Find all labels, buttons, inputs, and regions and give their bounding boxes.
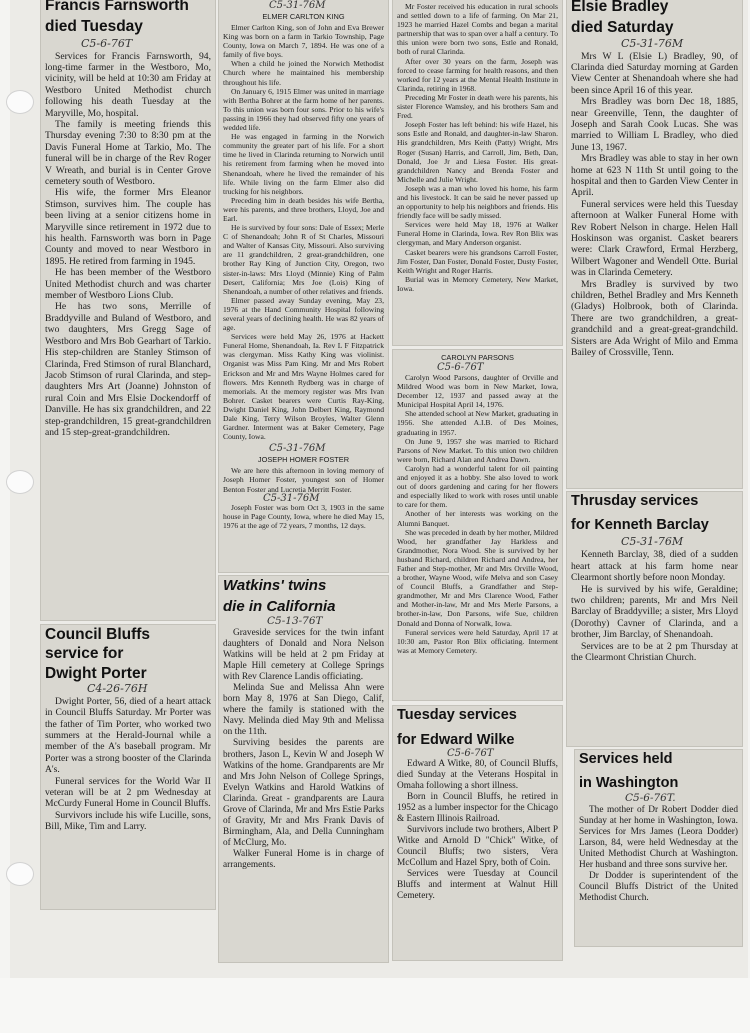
paragraph: Elmer passed away Sunday evening, May 23, 1976 at the Hand Community Hospital following several years of declining health. He was 82 years of age.	[223, 295, 384, 333]
paragraph: Services were held May 26, 1976 at Hackett Funeral Home, Shenandoah, Ia. Rev L F Fitzpatrick was clergyman. Miss Kathy King was violinist. Organist was Miss Pam King. Mr and Mrs Robert Erickson and Mr and Mrs Wayne Holmes cared for flowers. Mrs Kenneth Rydberg was in charge of memorials. At the memory register was Mrs Ivan Bohrer. Casket bearers were Curtis Ray-King, Dwight Daniel King, John Delbert King, Raymond Dale King, Terry Wilson Broyles, Walter Glenn Gardner. Interment was at Baker Cemetery, Page County, Iowa.	[223, 332, 384, 442]
article-body	[45, 51, 211, 439]
date-annotation: C5-6-76T	[81, 36, 133, 50]
paragraph: Funeral services were held Saturday, April 17 at 10:30 am, Pastor Ron Blix officiating. Interment was at Memory Cemetery.	[397, 627, 558, 655]
paragraph: Graveside services for the twin infant daughters of Donald and Nora Nelson Watkins will be held at 2 pm Friday at Maple Hill cemetery at College Springs with Rev Clarence Landis officiating.	[223, 627, 384, 682]
paragraph: She attended school at New Market, graduating in 1956. She attended A.I.B. of Des Moines, graduating in 1957.	[397, 409, 558, 437]
date-annotation: C5-13-76T	[267, 614, 323, 627]
paragraph: Services for Francis Farnsworth, 94, long-time farmer in the Westboro, Mo, vicinity, will be held at 10:30 am Friday at Westboro United Methodist church following his death Tuesday at the Maryville, Mo, hospital.	[45, 50, 211, 119]
clipping-barclay	[567, 492, 742, 746]
article-body	[397, 2, 558, 293]
date-annotation: C4-26-76H	[87, 681, 148, 695]
paragraph: Walker Funeral Home is in charge of arrangements.	[223, 849, 384, 871]
obituary-title: JOSEPH HOMER FOSTER	[257, 455, 350, 465]
article-body	[579, 805, 738, 904]
headline-line: Council Bluffs	[45, 626, 151, 643]
headline-line: died Saturday	[571, 19, 674, 37]
article-body	[223, 23, 384, 441]
article-body	[397, 373, 558, 655]
paragraph: Mrs Bradley was able to stay in her own home at 623 N 11th St until going to the hospital and then to Garden View Center in April.	[571, 153, 738, 199]
clipping-watkins	[219, 576, 388, 962]
article-body	[45, 696, 211, 833]
paragraph: Joseph was a man who loved his home, his farm and his livestock. It can be said he never passed up an opportunity to help his neighbors and friends. His friendly face will be sadly missed.	[397, 183, 558, 221]
paragraph: Another of her interests was working on the Alumni Banquet.	[397, 509, 558, 528]
clipping-porter	[41, 625, 215, 909]
clipping-farnsworth	[41, 0, 215, 620]
date-annotation: C5-31-76M	[621, 535, 684, 549]
paragraph: Funeral services were held this Tuesday afternoon at Walker Funeral Home with Rev Robert Nelson in charge. Helen Hall Hoskinson was organist. Casket bearers were: Clark Crawford, Ermal Herzberg, Wilbert Wagoner and Wendell Otte. Burial was in Clarinda Cemetery.	[571, 198, 738, 279]
paragraph: Survivors include his wife Lucille, sons, Bill, Mike, Tim and Larry.	[45, 809, 211, 833]
paragraph: Mrs Bradley is survived by two children, Bethel Bradley and Mrs Kenneth (Gladys) Holbrook, both of Clarinda. There are two grandchildren, a great-grandchild and a great-great-grandchild. Sisters are Ada Wright of Milo and Emma Bailey of Crossville, Tenn.	[571, 278, 738, 359]
paragraph: Elmer Carlton King, son of John and Eva Brewer King was born on a farm in Tarkio Township, Page County, Iowa on March 7, 1894. He was one of a family of five boys.	[223, 23, 384, 60]
paragraph: Services were Tuesday at Council Bluffs and interment at Walnut Hill Cemetery.	[397, 869, 558, 902]
clipping-parsons	[393, 350, 562, 700]
paragraph: He has two sons, Merrille of Braddyville and Buland of Westboro, and two daughters, Mrs Gregg Sage of Westboro and Mrs Bob Gearhart of Tarkio. His step-children are Stanley Stimson of Clarinda, Fred Stimson of rural Blanchard, Jacob Stimson of rural Clarinda, and step-daughters Mrs Art (Joanne) Johnston of rural Coin and Mrs Elsie Dockendorff of Danville. He has six grandchildren, and 22 step-grandchildren, 15 great-grandchildren and 15 step-great-grandchildren.	[45, 301, 211, 438]
paragraph: Casket bearers were his grandsons Carroll Foster, Jim Foster, Dan Foster, Donald Foster, Dusty Foster, Keith Wright and Roger Harris.	[397, 247, 558, 275]
headline-line: Services held	[579, 751, 673, 767]
paragraph: The family is meeting friends this Thursday evening 7:30 to 8:30 pm at the Davis Funeral Home at Tarkio, Mo. The funeral will be in charge of the Rev Roger V Wreath, and burial is in Center Grove cemetery south of Westboro.	[45, 118, 211, 187]
headline-line: Francis Farnsworth	[45, 0, 189, 14]
paragraph: After over 30 years on the farm, Joseph was forced to cease farming for health reasons, and then worked for 12 years at the Mental Health Institute in Clarinda, retiring in 1968.	[397, 56, 558, 93]
headline-line: for Kenneth Barclay	[571, 517, 709, 534]
paragraph: When a child he joined the Norwich Methodist Church where he maintained his membership throughout his life.	[223, 59, 384, 87]
paragraph: Dr Dodder is superintendent of the Council Bluffs District of the United Methodist Church.	[579, 871, 738, 904]
paragraph: Preceding Mr Foster in death were his parents, his sister Florence Wamsley, and his brothers Sam and Fred.	[397, 92, 558, 121]
paragraph: We are here this afternoon in loving memory of Joseph Homer Foster, youngest son of Homer Benton Foster and Lucretia Merritt Foster.	[223, 466, 384, 494]
paragraph: Services were held May 18, 1976 at Walker Funeral Home in Clarinda, Iowa. Rev Ron Blix was clergyman, and Mary Anderson organist.	[397, 220, 558, 248]
paragraph: His wife, the former Mrs Eleanor Stimson, survives him. The couple has been living at a senior citizens home in Maryville since retirement in 1972 due to his health. Farnsworth was born in Page County and moved to near Westboro in 1895. He retired from farming in 1945.	[45, 187, 211, 267]
clipping-foster-continued	[393, 0, 562, 345]
date-annotation: C5-31-76M	[263, 492, 320, 504]
article-body	[223, 466, 384, 530]
binder-hole	[6, 470, 34, 494]
headline-line: Dwight Porter	[45, 664, 147, 682]
date-annotation: C5-31-76M	[269, 443, 326, 455]
paragraph: He has been member of the Westboro United Methodist church and was charter member of Westboro Lions Club.	[45, 267, 211, 302]
paragraph: Surviving besides the parents are brothers, Jason L, Kevin W and Joseph W Watkins of the home. Grandparents are Mr and Mrs John Nelson of College Springs, Evelyn Watkins and Harold Watkins of Clarinda. Great - grandparents are Laura Grove of Clarinda, Mr and Mrs Estie Parks of Gravity, Mr and Mrs Frank Davis of Birmingham, Ala, and Della Cunningham of McClurg, Mo.	[223, 738, 384, 849]
paragraph: Joseph Foster has left behind: his wife Hazel, his sons Estle and Ronald, and daughter-in-law Sharon. His grandchildren, Mrs Keith (Patty) Wright, Mrs Roger (Susan) Harris, and Carroll, Jim, Beth, Dan, Donald, Joe Jr and Liesa Foster. His great-grandchildren Nancy and Brenda Foster and Michelle and Julie Wright.	[397, 120, 558, 184]
binder-hole	[6, 90, 34, 114]
paragraph: She was preceded in death by her mother, Mildred Wood, her grandfather Jay Harkless and Grandmother, Nora Wood. She is survived by her husband Richard, children Richard and Andrea, her Father and Step-mother, Mr and Mrs Orville Wood, a brother, Wayne Wood, wife Melva and son Casey of Council Bluffs, a Grandfather and Step-grandmother, Mr and Mrs Clarence Wood, Father and Mother-in-law, Mr and Mrs Merle Parsons, a brother-in-law, Don Parsons, wife Sue, children Donald and Donna of Norwalk, Iowa.	[397, 527, 558, 628]
headline-line: Elsie Bradley	[571, 0, 669, 15]
paragraph: Mrs W L (Elsie L) Bradley, 90, of Clarinda died Saturday morning at Garden View Center at Shenandoah where she had been since April 16 of this year.	[571, 50, 738, 96]
headline-line: died Tuesday	[45, 18, 143, 36]
paragraph: Carolyn had a wonderful talent for oil painting and enjoyed it as a hobby. She also loved to work out of doors gardening and caring for her flowers and especially liked to work with roses until unable to care for them.	[397, 463, 558, 510]
paragraph: Services are to be at 2 pm Thursday at the Clearmont Christian Church.	[571, 640, 738, 664]
paragraph: Mr Foster received his education in rural schools and settled down to a life of farming. On Mar 21, 1923 he married Hazel Combs and began a marital partnership that was to span over a half a century. To this union were born two sons, Estle and Ronald, both of rural Clarinda.	[397, 2, 558, 57]
date-annotation: C5-31-76M	[621, 36, 684, 50]
paragraph: Melinda Sue and Melissa Ahn were born May 8, 1976 at San Diego, Calif, where the family is stationed with the Navy. Melinda died May 9th and Melissa on the 11th.	[223, 682, 384, 738]
paragraph: Preceding him in death besides his wife Bertha, were his parents, and three brothers, Lloyd, Joe and Earl.	[223, 195, 384, 223]
article-body	[571, 51, 738, 359]
clipping-dodder	[575, 750, 742, 946]
paragraph: Carolyn Wood Parsons, daughter of Orville and Mildred Wood was born in New Market, Iowa, December 12, 1937 and passed away at the Municipal Hospital April 14, 1976.	[397, 373, 558, 410]
headline-line: Tuesday services	[397, 707, 517, 723]
obituary-title: ELMER CARLTON KING	[262, 12, 345, 21]
paragraph: Dwight Porter, 56, died of a heart attack in Council Bluffs Saturday. Mr Porter was the father of Tim Porter, who worked two summers at the Herald-Journal while a member of the A's baseball program. Mr Porter was a strong booster of the Clarinda A's.	[45, 695, 211, 776]
paragraph: On June 9, 1957 she was married to Richard Parsons of New Market. To this union two children were born, Richard Alan and Andrea Dawn.	[397, 436, 558, 464]
paragraph: He was engaged in farming in the Norwich community the greater part of his life. For a short time he lived in Clarinda returning to Norwich until his retirement from farming when he moved into Shenandoah, where he lived the remainder of his life. While living on the farm Elmer also did trucking for his neighbors.	[223, 132, 384, 196]
blank-margin	[0, 978, 750, 1033]
paragraph: Mrs Bradley was born Dec 18, 1885, near Greenville, Tenn, the daughter of Joseph and Sarah Cook Lucas. She was married to William L Bradley, who died June 13, 1967.	[571, 96, 738, 153]
headline-line: for Edward Wilke	[397, 732, 515, 749]
article-body	[223, 628, 384, 872]
date-annotation: C5-31-76M	[269, 0, 326, 11]
paragraph: Kenneth Barclay, 38, died of a sudden heart attack at his farm home near Clearmont shortly before noon Monday.	[571, 549, 738, 584]
clipping-king	[219, 0, 388, 572]
paragraph: The mother of Dr Robert Dodder died Sunday at her home in Washington, Iowa. Services for Mrs James (Leora Dodder) Larson, 84, were held Wednesday at the United Methodist Church at Washington. Her husband and three sons survive her.	[579, 805, 738, 871]
clipping-wilke	[393, 706, 562, 960]
headline-line: die in California	[223, 597, 336, 615]
clipping-bradley	[567, 0, 742, 488]
paragraph: Joseph Foster was born Oct 3, 1903 in the same house in Page County, Iowa, where he died May 15, 1976 at the age of 72 years, 7 months, 12 days.	[223, 502, 384, 530]
paragraph: He is survived by four sons: Dale of Essex; Merle C of Shenandoah; John R of St Charles, Missouri and Walter of Kansas City, Missouri. Also surviving are 11 grandchildren, 2 great-grandchildren, one brother Ray King of Junction City, Oregon, two sister-in-laws: Mrs Lloyd (Minnie) King of Palm Desert, California; Mrs Joe (Lois) King of Shenandoah, a number of other relatives and friends.	[223, 223, 384, 296]
headline-line: in Washington	[579, 775, 679, 792]
paragraph: On January 6, 1915 Elmer was united in marriage with Bertha Bohrer at the farm home of her parents. To this union was born four sons. Prior to his wife's passing in 1966 they had observed fifty one years of wedded life.	[223, 86, 384, 133]
obituary-title: CAROLYN PARSONS	[441, 353, 514, 362]
paragraph: Funeral services for the World War II veteran will be at 2 pm Wednesday at McCurdy Funeral Home in Council Bluffs.	[45, 775, 211, 810]
paragraph: Burial was in Memory Cemetery, New Market, Iowa.	[397, 274, 558, 293]
article-body	[571, 549, 738, 663]
paragraph: Born in Council Bluffs, he retired in 1952 as a lumber inspector for the Chicago & Eastern Illinois Railroad.	[397, 792, 558, 825]
date-annotation: C5-6-76T	[447, 748, 494, 760]
headline-line: Watkins' twins	[223, 577, 327, 594]
paragraph: Survivors include two brothers, Albert P Witke and Arnold D "Chick" Witke, of Council Bluffs; two sisters, Vera McCollum and Hazel Spry, both of Coin.	[397, 825, 558, 869]
headline-line: Thrusday services	[571, 493, 699, 509]
date-annotation: C5-6-76T	[437, 362, 484, 373]
binder-hole	[6, 862, 34, 886]
paragraph: He is survived by his wife, Geraldine; two children; parents, Mr and Mrs Neil Barclay of Braddyville; a sister, Mrs Lloyd (Dorothy) Cavner of Clarinda, and a brother, Jim Barclay, of Shenandoah.	[571, 583, 738, 641]
headline-line: service for	[45, 645, 124, 663]
article-body	[397, 759, 558, 902]
paragraph: Edward A Witke, 80, of Council Bluffs, died Sunday at the Veterans Hospital in Omaha following a short illness.	[397, 759, 558, 792]
date-annotation: C5-6-76T.	[625, 792, 676, 805]
